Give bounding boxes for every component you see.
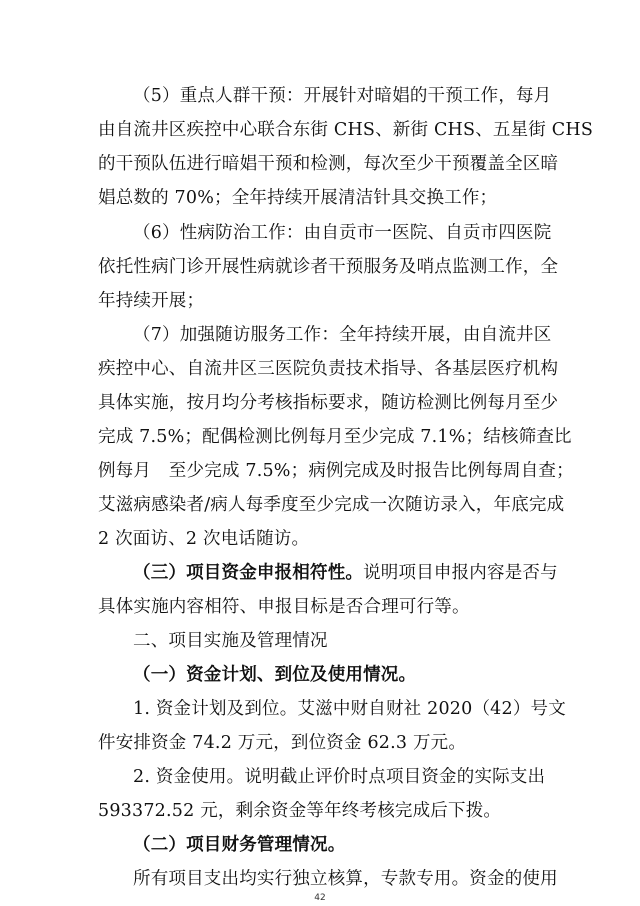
p7-line-5: 例每月 至少完成 7.5%；病例完成及时报告比例每周自查； <box>98 461 574 481</box>
p7-line-1: （7）加强随访服务工作：全年持续开展，由自流井区 <box>133 325 552 345</box>
s3-line-1 <box>133 561 558 585</box>
p6-line-3: 年持续开展； <box>98 291 205 311</box>
p6-line-2: 依托性病门诊开展性病就诊者干预服务及哨点监测工作，全 <box>98 257 559 277</box>
s3-text: 说明项目申报内容是否与 <box>363 563 558 583</box>
p7-line-4: 完成 7.5%；配偶检测比例每月至少完成 7.1%；结核筛查比 <box>98 427 572 447</box>
p7-line-6: 艾滋病感染者/病人每季度至少完成一次随访录入，年底完成 <box>98 495 565 515</box>
item-1-line-1: 1. 资金计划及到位。艾滋中财自财社 2020（42）号文 <box>133 699 566 719</box>
p7-line-7: 2 次面访、2 次电话随访。 <box>98 529 310 549</box>
last-line: 所有项目支出均实行独立核算，专款专用。资金的使用 <box>133 869 558 889</box>
page-number: 42 <box>314 893 326 903</box>
p5-line-3: 的干预队伍进行暗娼干预和检测，每次至少干预覆盖全区暗 <box>98 154 559 174</box>
p6-line-1: （6）性病防治工作：由自贡市一医院、自贡市四医院 <box>133 223 552 243</box>
p7-line-2: 疾控中心、自流井区三医院负责技术指导、各基层医疗机构 <box>98 359 559 379</box>
p7-line-3: 具体实施，按月均分考核指标要求，随访检测比例每月至少 <box>98 393 559 413</box>
subsection-1-title: （一）资金计划、到位及使用情况。 <box>133 665 417 685</box>
section-2-title: 二、项目实施及管理情况 <box>133 631 328 651</box>
item-2-line-1: 2. 资金使用。说明截止评价时点项目资金的实际支出 <box>133 767 546 787</box>
item-1-line-2: 件安排资金 74.2 万元，到位资金 62.3 万元。 <box>98 733 467 753</box>
p5-line-1: （5）重点人群干预：开展针对暗娼的干预工作，每月 <box>133 86 552 106</box>
s3-line-2: 具体实施内容相符、申报目标是否合理可行等。 <box>98 597 470 617</box>
s3-heading: （三）项目资金申报相符性。 <box>133 563 364 583</box>
item-2-line-2: 593372.52 元，剩余资金等年终考核完成后下拨。 <box>98 801 502 821</box>
p5-line-2: 由自流井区疾控中心联合东街 CHS、新街 CHS、五星街 CHS <box>98 120 594 140</box>
subsection-2-title: （二）项目财务管理情况。 <box>133 835 346 855</box>
p5-line-4: 娼总数的 70%；全年持续开展清洁针具交换工作； <box>98 188 498 208</box>
